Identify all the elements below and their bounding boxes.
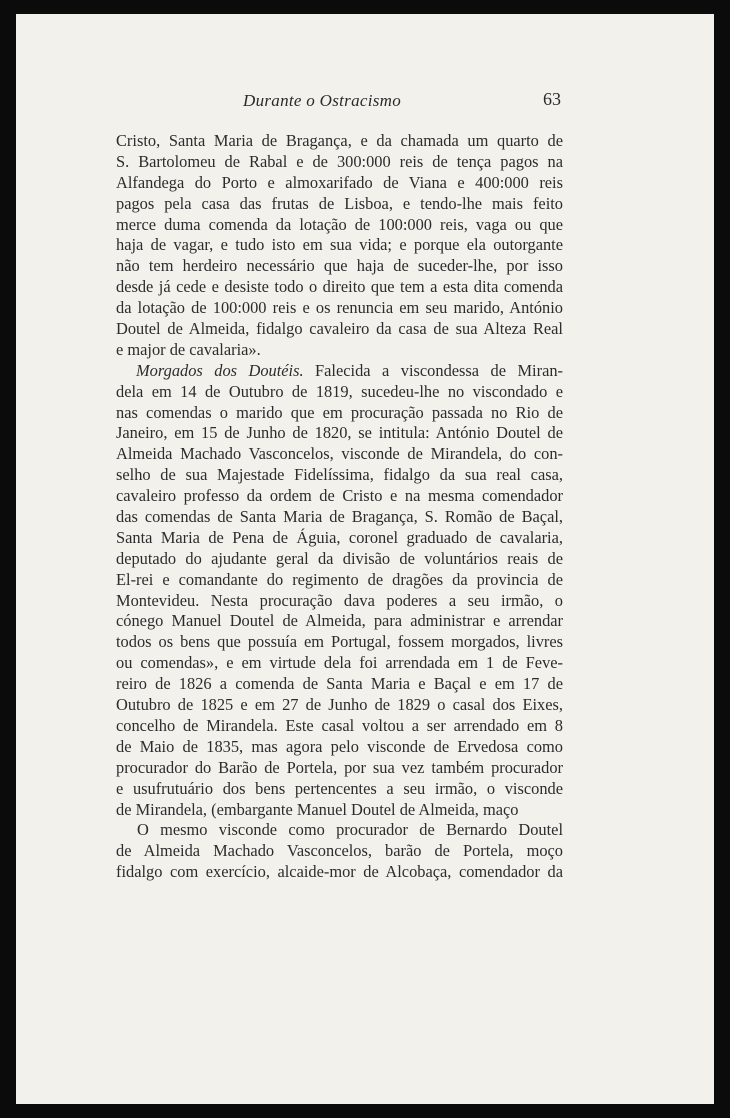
- text-line: Alfandega do Porto e almoxarifado de Viana e 400:000 reis: [116, 172, 563, 192]
- text-line: de Maio de 1835, mas agora pelo visconde de Ervedosa como: [116, 736, 563, 756]
- text-line: e usufrutuário dos bens pertencentes a seu irmão, o visconde: [116, 778, 563, 798]
- section-heading: Morgados dos Doutéis.: [136, 360, 304, 380]
- text-line: Almeida Machado Vasconcelos, visconde de Mirandela, do con-: [116, 444, 563, 464]
- text-line: e major de cavalaria».: [116, 339, 261, 359]
- text-line: nas comendas o marido que em procuração passada no Rio de: [116, 402, 563, 422]
- text-line: El-rei e comandante do regimento de dragões da provincia de: [116, 569, 563, 589]
- text-segment: Falecida a viscondessa de Miran-: [303, 360, 563, 380]
- book-page: [16, 14, 714, 1104]
- page-number: 63: [543, 89, 561, 109]
- text-line: Montevideu. Nesta procuração dava poderes a seu irmão, o: [116, 590, 563, 610]
- body-text: [116, 131, 563, 883]
- text-line: ou comendas», e em virtude dela foi arrendada em 1 de Feve-: [116, 653, 563, 673]
- text-line: S. Bartolomeu de Rabal e de 300:000 reis de tença pagos na: [116, 151, 563, 171]
- text-line: cónego Manuel Doutel de Almeida, para administrar e arrendar: [116, 611, 563, 631]
- running-title: Durante o Ostracismo: [243, 91, 402, 110]
- page-header: [16, 89, 714, 115]
- text-line: pagos pela casa das frutas de Lisboa, e tendo-lhe mais feito: [116, 193, 563, 213]
- text-line: merce duma comenda da lotação de 100:000 reis, vaga ou que: [116, 214, 563, 234]
- text-line: deputado do ajudante geral da divisão de voluntários reais de: [116, 548, 563, 568]
- text-line: de Mirandela, (embargante Manuel Doutel de Almeida, maço: [116, 799, 519, 819]
- text-line: todos os bens que possuía em Portugal, fossem morgados, livres: [116, 632, 563, 652]
- text-line: haja de vagar, e tudo isto em sua vida; e porque ela outorgante: [116, 235, 563, 255]
- text-line: Outubro de 1825 e em 27 de Junho de 1829 o casal dos Eixes,: [116, 695, 563, 715]
- text-line: das comendas de Santa Maria de Bragança, S. Romão de Baçal,: [116, 507, 563, 527]
- text-line: cavaleiro professo da ordem de Cristo e na mesma comendador: [116, 486, 563, 506]
- text-line: Janeiro, em 15 de Junho de 1820, se intitula: António Doutel de: [116, 423, 563, 443]
- text-line: dela em 14 de Outubro de 1819, sucedeu-lhe no viscondado e: [116, 381, 563, 401]
- paragraph-start-line: O mesmo visconde como procurador de Bernardo Doutel: [137, 820, 563, 840]
- text-line: selho de sua Majestade Fidelíssima, fidalgo da sua real casa,: [116, 465, 563, 485]
- text-line: reiro de 1826 a comenda de Santa Maria e Baçal e em 17 de: [116, 674, 563, 694]
- text-line: Doutel de Almeida, fidalgo cavaleiro da casa de sua Alteza Real: [116, 319, 563, 339]
- text-line: não tem herdeiro necessário que haja de suceder-lhe, por isso: [116, 256, 563, 276]
- text-line: desde já cede e desiste todo o direito que tem a esta dita comenda: [116, 277, 563, 297]
- text-line: Cristo, Santa Maria de Bragança, e da chamada um quarto de: [116, 131, 563, 150]
- text-line: concelho de Mirandela. Este casal voltou a ser arrendado em 8: [116, 715, 563, 735]
- text-line: procurador do Barão de Portela, por sua vez também procurador: [116, 757, 563, 777]
- text-line: fidalgo com exercício, alcaide-mor de Alcobaça, comendador da: [116, 862, 563, 882]
- text-line: de Almeida Machado Vasconcelos, barão de Portela, moço: [116, 841, 563, 861]
- text-line: Santa Maria de Pena de Águia, coronel graduado de cavalaria,: [116, 527, 563, 547]
- text-line: da lotação de 100:000 reis e os renuncia em seu marido, António: [116, 298, 563, 318]
- paragraph-start-line: [116, 361, 563, 382]
